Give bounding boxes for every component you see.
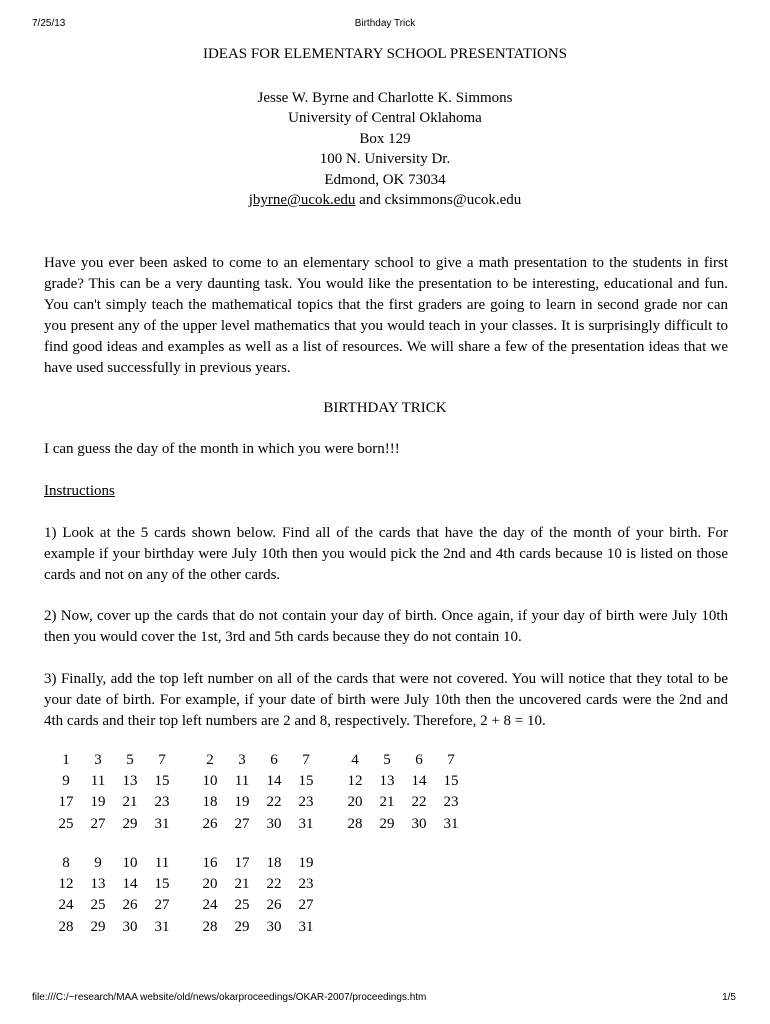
card-number: 15: [154, 876, 170, 893]
card-number: 28: [58, 918, 74, 935]
card-row: [50, 792, 178, 813]
card-number: 25: [90, 897, 106, 914]
card-number: 26: [202, 815, 218, 832]
birthday-card-5: [194, 853, 322, 938]
card-number: 25: [58, 815, 74, 832]
card-number: 31: [154, 815, 170, 832]
card-number: 26: [122, 897, 138, 914]
card-row: [339, 792, 467, 813]
card-number: 3: [94, 752, 102, 768]
card-number: 27: [298, 897, 314, 914]
step-3: 3) Finally, add the top left number on all of the cards that were not covered. You will notice that they total to be your date of birth. For example, if your date of birth were July 10th then the uncovered cards were the 2nd and 4th cards and their top left numbers are 2 and 8, respectively. Therefore, 2 + 8 = 10.: [44, 671, 728, 729]
card-number: 24: [202, 897, 218, 914]
card-row: [50, 750, 178, 771]
card-number: 21: [379, 794, 395, 811]
address-box: Box 129: [359, 131, 411, 147]
card-row: [194, 874, 322, 895]
card-number: 20: [347, 794, 363, 811]
birthday-card-4: [50, 853, 178, 938]
card-number: 22: [266, 876, 282, 893]
card-number: 14: [266, 773, 282, 790]
card-number: 23: [298, 794, 314, 811]
birthday-card-2: [194, 750, 322, 835]
card-number: 9: [62, 773, 70, 790]
card-number: 12: [58, 876, 74, 893]
print-footer-path: file:///C:/~research/MAA website/old/news/okarproceedings/OKAR-2007/proceedings.htm: [32, 992, 427, 1003]
card-number: 4: [351, 752, 359, 768]
card-row: [339, 750, 467, 771]
card-number: 21: [122, 794, 138, 811]
card-number: 7: [447, 752, 455, 768]
card-row: [50, 771, 178, 792]
card-number: 31: [298, 918, 314, 935]
email-second: and cksimmons@ucok.edu: [355, 192, 522, 208]
card-number: 29: [90, 918, 106, 935]
card-number: 6: [415, 752, 423, 768]
card-row: [194, 853, 322, 874]
card-number: 12: [347, 773, 363, 790]
card-number: 15: [443, 773, 459, 790]
print-header-title: Birthday Trick: [354, 18, 416, 29]
card-number: 29: [379, 815, 395, 832]
card-number: 23: [443, 794, 459, 811]
card-number: 30: [411, 815, 427, 832]
card-number: 27: [90, 815, 106, 832]
section-title: BIRTHDAY TRICK: [323, 400, 447, 416]
university: University of Central Oklahoma: [288, 110, 482, 126]
card-number: 22: [266, 794, 282, 811]
card-number: 3: [238, 752, 246, 768]
address-city: Edmond, OK 73034: [324, 172, 446, 188]
card-number: 13: [90, 876, 106, 893]
card-number: 10: [122, 855, 138, 871]
email-link[interactable]: jbyrne@ucok.edu: [248, 192, 356, 208]
card-number: 7: [158, 752, 166, 768]
card-row: [194, 792, 322, 813]
birthday-card-3: [339, 750, 467, 835]
card-number: 31: [298, 815, 314, 832]
card-number: 27: [154, 897, 170, 914]
card-number: 14: [122, 876, 138, 893]
card-row: [50, 874, 178, 895]
card-number: 8: [62, 855, 70, 871]
card-number: 13: [122, 773, 138, 790]
card-number: 11: [154, 855, 170, 871]
card-number: 19: [234, 794, 250, 811]
card-number: 16: [202, 855, 218, 871]
birthday-card-1: [50, 750, 178, 835]
card-row: [339, 771, 467, 792]
card-number: 11: [234, 773, 250, 790]
card-number: 15: [298, 773, 314, 790]
card-number: 27: [234, 815, 250, 832]
card-row: [194, 917, 322, 938]
card-row: [194, 750, 322, 771]
card-row: [194, 895, 322, 916]
card-number: 30: [266, 815, 282, 832]
card-number: 22: [411, 794, 427, 811]
card-number: 28: [347, 815, 363, 832]
card-number: 29: [122, 815, 138, 832]
card-row: [50, 895, 178, 916]
card-number: 24: [58, 897, 74, 914]
card-number: 31: [154, 918, 170, 935]
card-row: [339, 814, 467, 835]
card-number: 26: [266, 897, 282, 914]
card-number: 19: [90, 794, 106, 811]
card-number: 9: [94, 855, 102, 871]
card-number: 18: [202, 794, 218, 811]
card-number: 23: [298, 876, 314, 893]
card-number: 10: [202, 773, 218, 790]
card-number: 31: [443, 815, 459, 832]
card-number: 15: [154, 773, 170, 790]
card-number: 5: [126, 752, 134, 768]
card-number: 18: [266, 855, 282, 871]
address-street: 100 N. University Dr.: [319, 151, 451, 167]
card-number: 21: [234, 876, 250, 893]
card-number: 6: [270, 752, 278, 768]
card-number: 29: [234, 918, 250, 935]
intro-paragraph: Have you ever been asked to come to an elementary school to give a math presentation to the students in first grade? This can be a very daunting task. You would like the presentation to be interesting, educational and fun. You can't simply teach the mathematical topics that the first graders are going to learn in second grade nor can you present any of the upper level mathematics that you would teach in your classes. It is surprisingly difficult to find good ideas and examples as well as a list of resources. We will share a few of the presentation ideas that we have used successfully in previous years.: [44, 255, 728, 376]
step-1: 1) Look at the 5 cards shown below. Find all of the cards that have the day of the month of your birth. For example if your birthday were July 10th then you would pick the 2nd and 4th cards because 10 is listed on those cards and not on any of the other cards.: [44, 525, 728, 583]
document-title: IDEAS FOR ELEMENTARY SCHOOL PRESENTATIONS: [202, 46, 567, 62]
card-number: 25: [234, 897, 250, 914]
card-number: 14: [411, 773, 427, 790]
card-number: 17: [234, 855, 250, 871]
guess-line: I can guess the day of the month in which you were born!!!: [44, 441, 400, 457]
card-number: 28: [202, 918, 218, 935]
card-number: 7: [302, 752, 310, 768]
card-row: [50, 814, 178, 835]
card-number: 17: [58, 794, 74, 811]
card-number: 19: [298, 855, 314, 871]
card-number: 23: [154, 794, 170, 811]
contact-emails: [0, 192, 770, 209]
card-number: 1: [62, 752, 70, 768]
authors: Jesse W. Byrne and Charlotte K. Simmons: [257, 90, 513, 106]
print-footer-page: 1/5: [722, 992, 736, 1003]
card-number: 30: [122, 918, 138, 935]
card-number: 11: [90, 773, 106, 790]
card-row: [194, 814, 322, 835]
card-number: 13: [379, 773, 395, 790]
step-2: 2) Now, cover up the cards that do not contain your day of birth. Once again, if your day of birth were July 10th then you would cover the 1st, 3rd and 5th cards because they do not contain 10.: [44, 608, 728, 645]
print-header-date: 7/25/13: [32, 18, 66, 29]
card-number: 30: [266, 918, 282, 935]
card-row: [50, 853, 178, 874]
card-row: [50, 917, 178, 938]
card-number: 20: [202, 876, 218, 893]
card-number: 5: [383, 752, 391, 768]
instructions-heading: Instructions: [44, 483, 115, 499]
card-number: 2: [206, 752, 214, 768]
card-row: [194, 771, 322, 792]
